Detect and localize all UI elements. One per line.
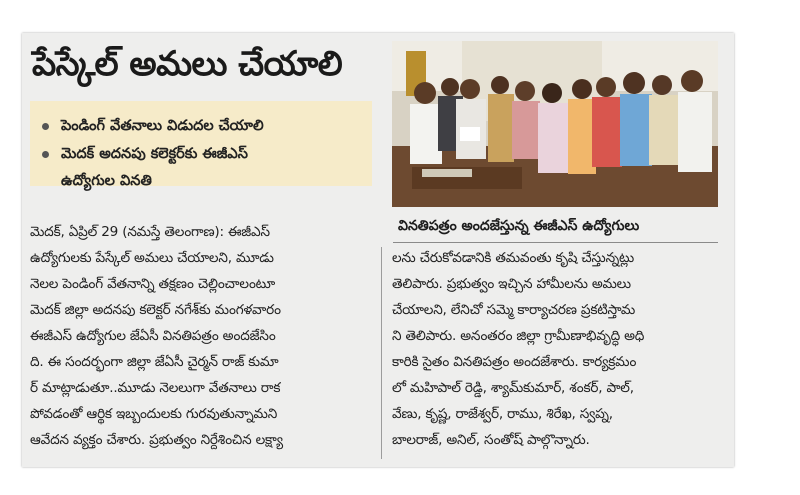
highlights-box [30,101,372,189]
photo-illustration [392,41,718,207]
highlight-text: మెదక్ అదనపు కలెక్టర్‌కు ఈజీఎస్ [61,146,248,162]
text-line: చేయాలని, లేనిచో సమ్మె కార్యాచరణ ప్రకటిస్తామ [392,302,636,318]
highlight-text: పెండింగ్ వేతనాలు విడుదల చేయాలి [61,118,264,134]
text-line: మెదక్ జిల్లా అదనపు కలెక్టర్ నగేశ్‌కు మంగళవారం [30,302,281,318]
text-line: పోవడంతో ఆర్థిక ఇబ్బందులకు గురవుతున్నామని [30,406,278,422]
bullet-icon [42,123,49,130]
text-line: బాలరాజ్, అనిల్, సంతోష్ పాల్గొన్నారు. [392,432,590,448]
text-line: ఆవేదన వ్యక్తం చేశారు. ప్రభుత్వం నిర్దేశించిన లక్ష్యా [30,432,283,448]
text-line: కారికి సైతం వినతిపత్రం అందజేశారు. కార్యక్రమం [392,354,637,370]
highlight-item [42,118,264,138]
news-photo [392,41,718,207]
text-line: వేణు, కృష్ణ, రాజేశ్వర్, రాము, శిరేఖ, స్వప్న, [392,406,613,422]
headline: పేస్కేల్ అమలు చేయాలి [32,44,343,84]
text-line: ని తెలిపారు. అనంతరం జిల్లా గ్రామీణాభివృద్ధి అధి [392,328,645,344]
text-line: నెలల పెండింగ్ వేతనాన్ని తక్షణం చెల్లించాలంటూ [30,276,276,292]
highlight-item [42,146,248,166]
text-line: లో మహిపాల్ రెడ్డి, శ్యామ్‌కుమార్, శంకర్, పాల్, [392,380,634,396]
text-line: ఉద్యోగులకు పేస్కేల్ అమలు చేయాలని, మూడు [30,250,274,266]
text-line: మెదక్, ఏప్రిల్ 29 (నమస్తే తెలంగాణ): ఈజీఎస్ [30,224,270,240]
column-divider [381,247,382,459]
text-line: లను చేరుకోవడానికి తమవంతు కృషి చేస్తున్నట్లు [392,250,634,266]
photo-caption: వినతిపత్రం అందజేస్తున్న ఈజీఎస్ ఉద్యోగులు [398,218,640,234]
text-line: ఈజీఎస్ ఉద్యోగుల జేఏసీ వినతిపత్రం అందజేసిం [30,328,276,344]
text-line: ర్ మాట్లాడుతూ..మూడు నెలలుగా వేతనాలు రాక [30,380,281,396]
bullet-icon [42,151,49,158]
text-line: తెలిపారు. ప్రభుత్వం ఇచ్చిన హామీలను అమలు [392,276,631,292]
text-line: ది. ఈ సందర్భంగా జిల్లా జేఏసీ చైర్మన్ రాజ్ కుమా [30,354,279,370]
highlight-text-continued: ఉద్యోగుల వినతి [61,173,152,189]
caption-divider [393,242,718,243]
